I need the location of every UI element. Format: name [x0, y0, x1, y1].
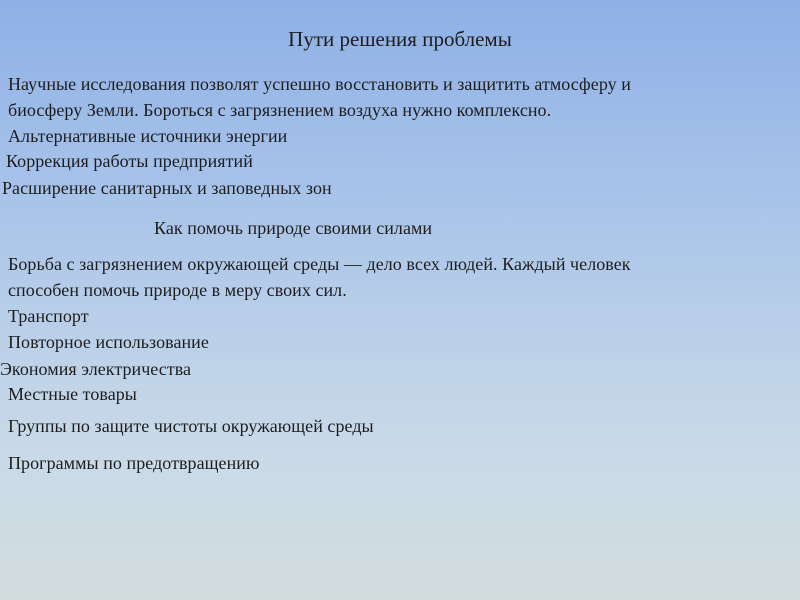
- slide-title: Пути решения проблемы: [288, 27, 512, 51]
- section2-item-transport: Транспорт: [8, 306, 89, 326]
- section2-item-prevention-programs: Программы по предотвращению: [8, 453, 260, 473]
- section2-item-reuse: Повторное использование: [8, 332, 209, 352]
- section1-item-alternative-energy: Альтернативные источники энергии: [8, 126, 288, 146]
- section2-item-environment-groups: Группы по защите чистоты окружающей среды: [8, 416, 374, 436]
- section1-item-reserves-expansion: Расширение санитарных и заповедных зон: [2, 178, 332, 198]
- section1-paragraph-line1: Научные исследования позволят успешно восстановить и защитить атмосферу и: [8, 74, 631, 94]
- section2-paragraph-line2: способен помочь природе в меру своих сил.: [8, 280, 347, 300]
- section2-paragraph-line1: Борьба с загрязнением окружающей среды — дело всех людей. Каждый человек: [8, 254, 631, 274]
- section1-item-enterprise-correction: Коррекция работы предприятий: [6, 151, 253, 171]
- section2-item-local-goods: Местные товары: [8, 384, 137, 404]
- section2-heading: Как помочь природе своими силами: [154, 218, 433, 238]
- section1-paragraph-line2: биосферу Земли. Бороться с загрязнением воздуха нужно комплексно.: [8, 100, 552, 120]
- section2-item-electricity-saving: Экономия электричества: [0, 359, 192, 379]
